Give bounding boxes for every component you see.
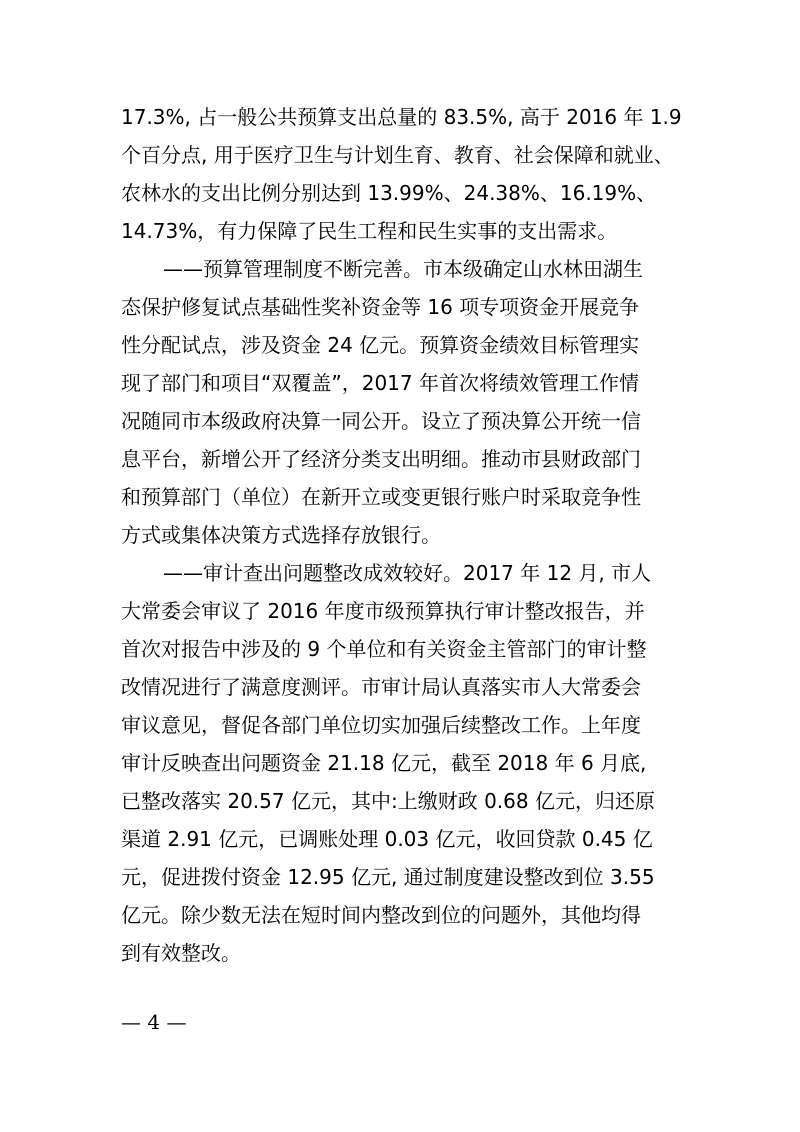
text-line: 14.73%，有力保障了民生工程和民生实事的支出需求。 [121, 219, 618, 243]
text-line: 17.3%, 占一般公共预算支出总量的 83.5%, 高于 2016 年 1.9 [121, 105, 682, 129]
text-line: 况随同市本级政府决算一同公开。设立了预决算公开统一信 [121, 409, 641, 433]
text-line: 审议意见，督促各部门单位切实加强后续整改工作。上年度 [121, 713, 641, 737]
text-line: 农林水的支出比例分别达到 13.99%、24.38%、16.19%、 [121, 181, 657, 205]
page-number: — 4 — [121, 1010, 187, 1034]
text-line: 已整改落实 20.57 亿元，其中:上缴财政 0.68 亿元，归还原 [121, 789, 655, 813]
text-line: 渠道 2.91 亿元，已调账处理 0.03 亿元，收回贷款 0.45 亿 [121, 827, 653, 851]
text-line: 态保护修复试点基础性奖补资金等 16 项专项资金开展竞争 [121, 295, 640, 319]
text-line: 性分配试点，涉及资金 24 亿元。预算资金绩效目标管理实 [121, 333, 640, 357]
text-line: 元，促进拨付资金 12.95 亿元, 通过制度建设整改到位 3.55 [121, 865, 655, 889]
document-body [121, 98, 683, 972]
text-line: 息平台，新增公开了经济分类支出明细。推动市县财政部门 [121, 447, 641, 471]
text-line: 大常委会审议了 2016 年度市级预算执行审计整改报告，并 [121, 599, 645, 623]
paragraph-start-budget-management: ——预算管理制度不断完善。市本级确定山水林田湖生 [163, 257, 643, 281]
text-line: 和预算部门（单位）在新开立或变更银行账户时采取竞争性 [121, 485, 641, 509]
text-line: 改情况进行了满意度测评。市审计局认真落实市人大常委会 [121, 675, 641, 699]
text-line: 个百分点, 用于医疗卫生与计划生育、教育、社会保障和就业、 [121, 143, 674, 167]
text-line: 首次对报告中涉及的 9 个单位和有关资金主管部门的审计整 [121, 637, 647, 661]
text-line: 亿元。除少数无法在短时间内整改到位的问题外，其他均得 [121, 903, 641, 927]
text-line: 方式或集体决策方式选择存放银行。 [121, 523, 441, 547]
paragraph-start-audit-rectification: ——审计查出问题整改成效较好。2017 年 12 月, 市人 [163, 561, 652, 585]
text-line: 到有效整改。 [121, 941, 241, 965]
text-line: 现了部门和项目“双覆盖”，2017 年首次将绩效管理工作情 [121, 371, 639, 395]
text-line: 审计反映查出问题资金 21.18 亿元，截至 2018 年 6 月底, [121, 751, 647, 775]
